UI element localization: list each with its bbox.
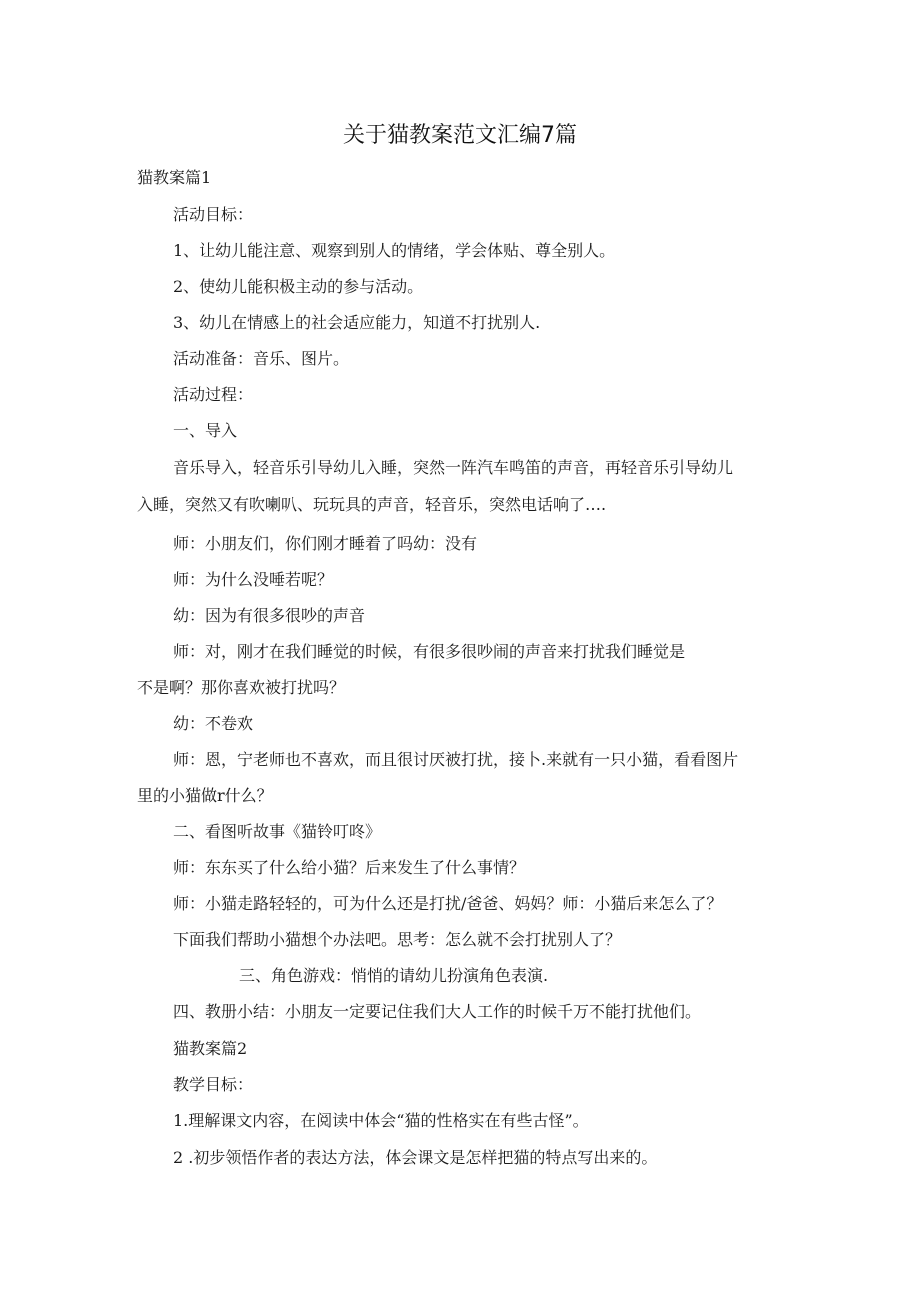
paragraph-line: 师：对，刚才在我们睡觉的时候，有很多很吵闹的声音来打扰我们睡觉是 xyxy=(173,642,686,661)
paragraph-line: 师：小朋友们，你们刚才睡着了吗幼：没有 xyxy=(173,534,478,553)
paragraph-line: 音乐导入，轻音乐引导幼儿入睡，突然一阵汽车鸣笛的声音，再轻音乐引导幼儿 xyxy=(173,458,734,477)
paragraph-line: 不是啊？那你喜欢被打扰吗？ xyxy=(137,678,346,697)
paragraph-line: 三、角色游戏：悄悄的请幼儿扮演角色表演. xyxy=(239,966,549,985)
paragraph-line: 一、导入 xyxy=(173,421,238,440)
paragraph-line: 师：东东买了什么给小猫？后来发生了什么事情？ xyxy=(173,858,526,877)
paragraph-line: 2、使幼儿能积极主动的参与活动。 xyxy=(173,277,424,296)
paragraph-line: 1.理解课文内容，在阅读中体会“猫的性格实在有些古怪”。 xyxy=(173,1111,589,1130)
paragraph-line: 师：为什么没唾若呢？ xyxy=(173,570,334,589)
paragraph-line: 师：恩，宁老师也不喜欢，而且很讨厌被打扰，接卜.来就有一只小猫，看看图片 xyxy=(173,750,739,769)
paragraph-line: 教学目标： xyxy=(173,1075,254,1094)
paragraph-line: 二、看图听故事《猫铃叮咚》 xyxy=(173,822,382,841)
paragraph-line: 四、教册小结：小朋友一定要记住我们大人工作的时候千万不能打扰他们。 xyxy=(173,1002,702,1021)
paragraph-line: 活动目标： xyxy=(173,205,254,224)
paragraph-line: 师：小猫走路轻轻的，可为什么还是打扰/爸爸、妈妈？师：小猫后来怎么了？ xyxy=(173,894,723,913)
paragraph-line: 2 .初步领悟作者的表达方法，体会课文是怎样把猫的特点写出来的。 xyxy=(173,1148,658,1167)
paragraph-line: 幼：因为有很多很吵的声音 xyxy=(173,606,366,625)
section-heading-1: 猫教案篇1 xyxy=(137,168,212,187)
paragraph-line: 3、幼儿在情感上的社会适应能力，知道不打扰别人. xyxy=(173,313,541,332)
paragraph-line: 活动准备：音乐、图片。 xyxy=(173,349,350,368)
paragraph-line: 入睡，突然又有吹喇叭、玩玩具的声音，轻音乐，突然电话响了…. xyxy=(137,495,607,514)
paragraph-line: 里的小猫做r什么？ xyxy=(137,786,273,805)
paragraph-line: 幼：不卷欢 xyxy=(173,714,254,733)
document-title: 关于猫教案范文汇编7篇 xyxy=(343,123,577,148)
paragraph-line: 下面我们帮助小猫想个办法吧。思考：怎么就不会打扰别人了？ xyxy=(173,930,622,949)
section-heading-2: 猫教案篇2 xyxy=(173,1039,248,1058)
paragraph-line: 活动过程： xyxy=(173,385,254,404)
paragraph-line: 1、让幼儿能注意、观察到别人的情绪，学会体贴、尊全别人。 xyxy=(173,241,616,260)
